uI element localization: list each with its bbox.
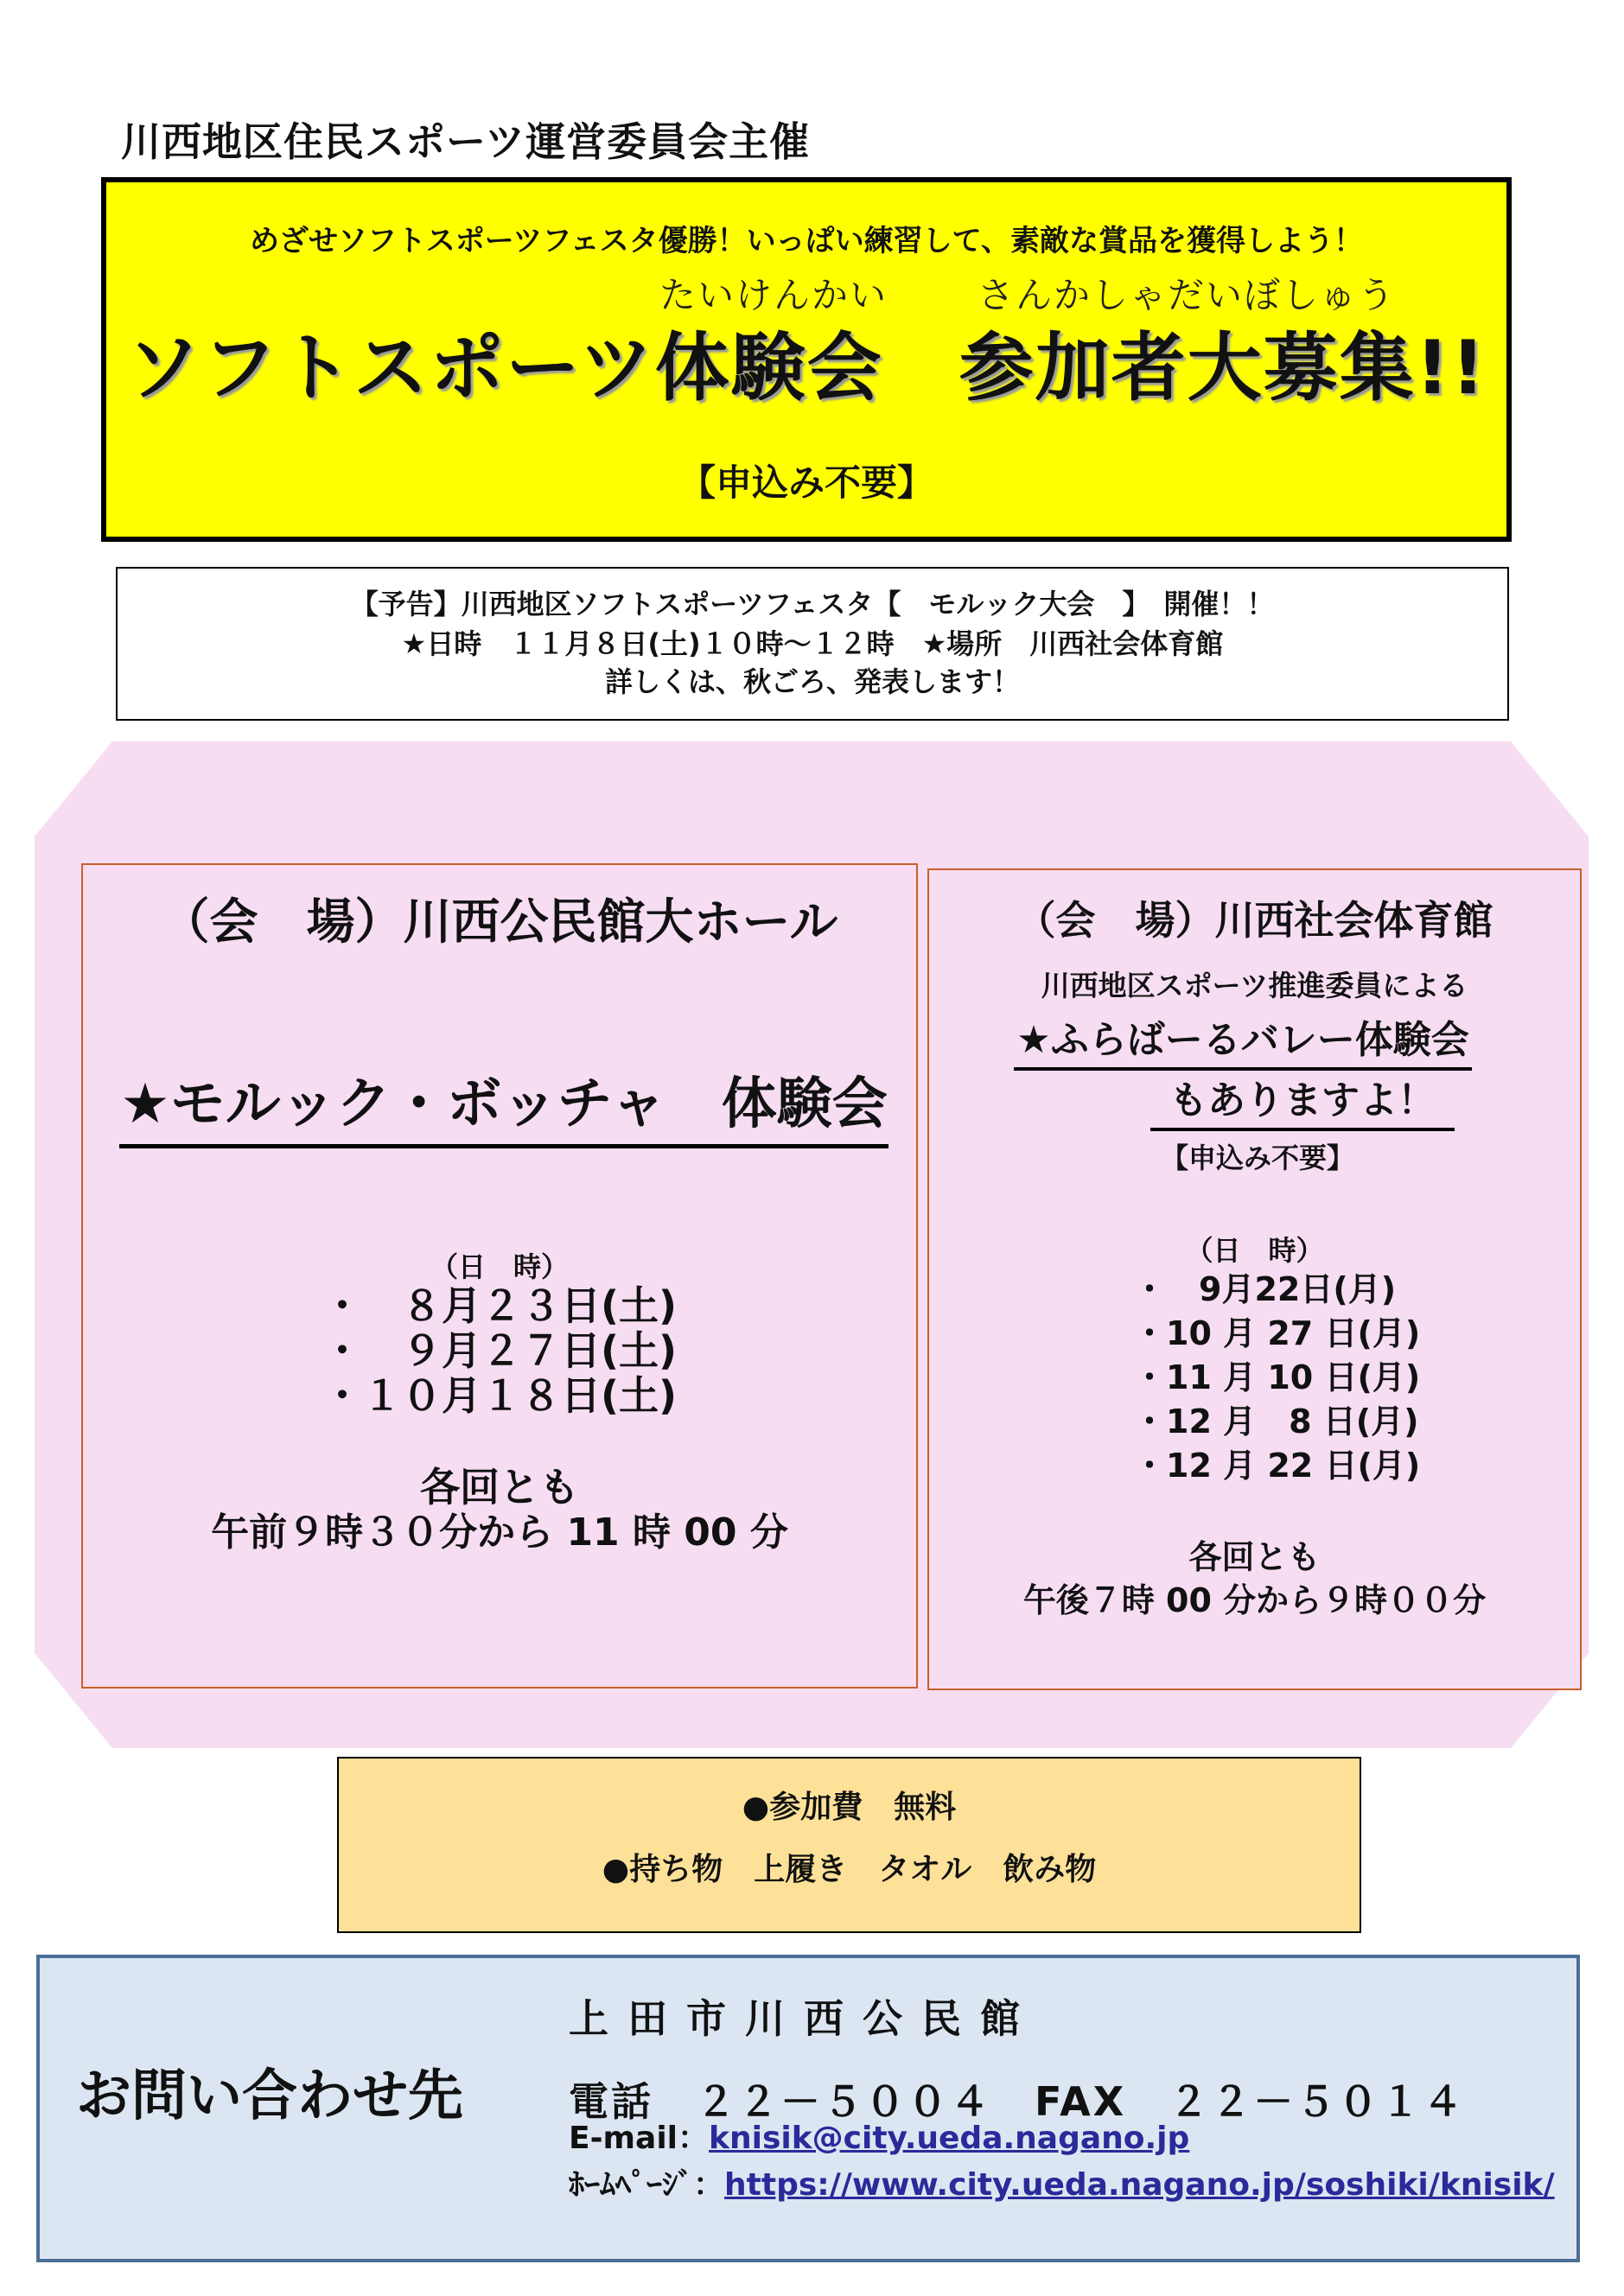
list-item: ・ ９月２７日(土) <box>322 1327 678 1374</box>
title-ruby-taikenkai: たいけんかい <box>659 274 888 316</box>
homepage-link[interactable]: https://www.city.ueda.nagano.jp/soshiki/knisik/ <box>724 2167 1555 2203</box>
notice-line: ★日時 １１月８日(土)１０時～１２時 ★場所 川西社会体育館 <box>401 627 1224 660</box>
contact-label: お問い合わせ先 <box>76 2064 463 2128</box>
left-time: 午前９時３０分から 11 時 00 分 <box>211 1511 788 1555</box>
left-venue: （会 場）川西公民館大ホール <box>161 894 838 951</box>
right-date-list <box>1133 1268 1420 1488</box>
list-item: ・11 月 10 日(月) <box>1133 1358 1421 1396</box>
right-event-title: ★ふらばーるバレー体験会 <box>1014 1008 1472 1071</box>
right-no-registration-note: 【申込み不要】 <box>1161 1142 1355 1174</box>
notice-line: 詳しくは、秋ごろ、発表します！ <box>604 665 1020 698</box>
list-item: ・１０月１８日(土) <box>322 1372 678 1419</box>
contact-box <box>36 1955 1580 2262</box>
molkky-boccia-panel <box>81 863 918 1689</box>
banner-catchphrase: めざせソフトスポーツフェスタ優勝！いっぱい練習して、素敵な賞品を獲得しよう！ <box>250 224 1363 258</box>
list-item: ・12 月 8 日(月) <box>1133 1402 1419 1441</box>
right-promoter: 川西地区スポーツ推進委員による <box>1041 969 1468 1002</box>
festa-notice-box <box>116 567 1509 721</box>
email-label: E-mail： <box>569 2121 710 2156</box>
right-event-subtitle: もありますよ！ <box>1150 1069 1455 1131</box>
participation-fee: ●参加費 無料 <box>742 1790 957 1825</box>
left-each-time-label: 各回とも <box>420 1464 579 1511</box>
right-venue: （会 場）川西社会体育館 <box>1016 897 1493 944</box>
items-to-bring: ●持ち物 上履き タオル 飲み物 <box>602 1852 1097 1887</box>
right-each-time-label: 各回とも <box>1188 1538 1321 1576</box>
right-time: 午後７時 00 分から９時００分 <box>1022 1581 1487 1619</box>
left-date-list <box>83 1283 916 1418</box>
email-link[interactable]: knisik@city.ueda.nagano.jp <box>709 2121 1190 2156</box>
contact-phone-fax: 電話 ２２－５００４ FAX ２２－５０１４ <box>569 2078 1466 2125</box>
contact-web-row <box>569 2160 1555 2204</box>
title-ruby-sankasha: さんかしゃだいぼしゅう <box>978 274 1397 316</box>
banner-title: ソフトスポーツ体験会 参加者大募集!! <box>125 325 1487 411</box>
corner-decoration <box>35 741 112 836</box>
fee-and-items-box <box>337 1757 1361 1933</box>
right-datetime-label: （日 時） <box>1185 1234 1324 1267</box>
list-item: ・12 月 22 日(月) <box>1133 1447 1421 1485</box>
left-datetime-label: （日 時） <box>430 1250 569 1283</box>
title-banner <box>101 177 1512 542</box>
left-event-title: ★モルック・ボッチャ 体験会 <box>119 1059 888 1148</box>
corner-decoration <box>1511 741 1589 836</box>
list-item: ・ ８月２３日(土) <box>322 1282 678 1329</box>
list-item: ・10 月 27 日(月) <box>1133 1314 1421 1352</box>
banner-no-registration-note: 【申込み不要】 <box>678 461 933 504</box>
organizer-heading: 川西地区住民スポーツ運営委員会主催 <box>121 118 811 165</box>
list-item: ・ 9月22日(月) <box>1133 1270 1397 1308</box>
notice-line: 【予告】川西地区ソフトスポーツフェスタ【 モルック大会 】 開催！！ <box>350 588 1275 620</box>
volleyball-panel <box>927 868 1582 1690</box>
contact-organization: 上田市川西公民館 <box>569 1995 1039 2042</box>
homepage-label: ﾎｰﾑﾍﾟｰｼﾞ： <box>569 2167 725 2203</box>
contact-email-row <box>569 2114 1189 2158</box>
